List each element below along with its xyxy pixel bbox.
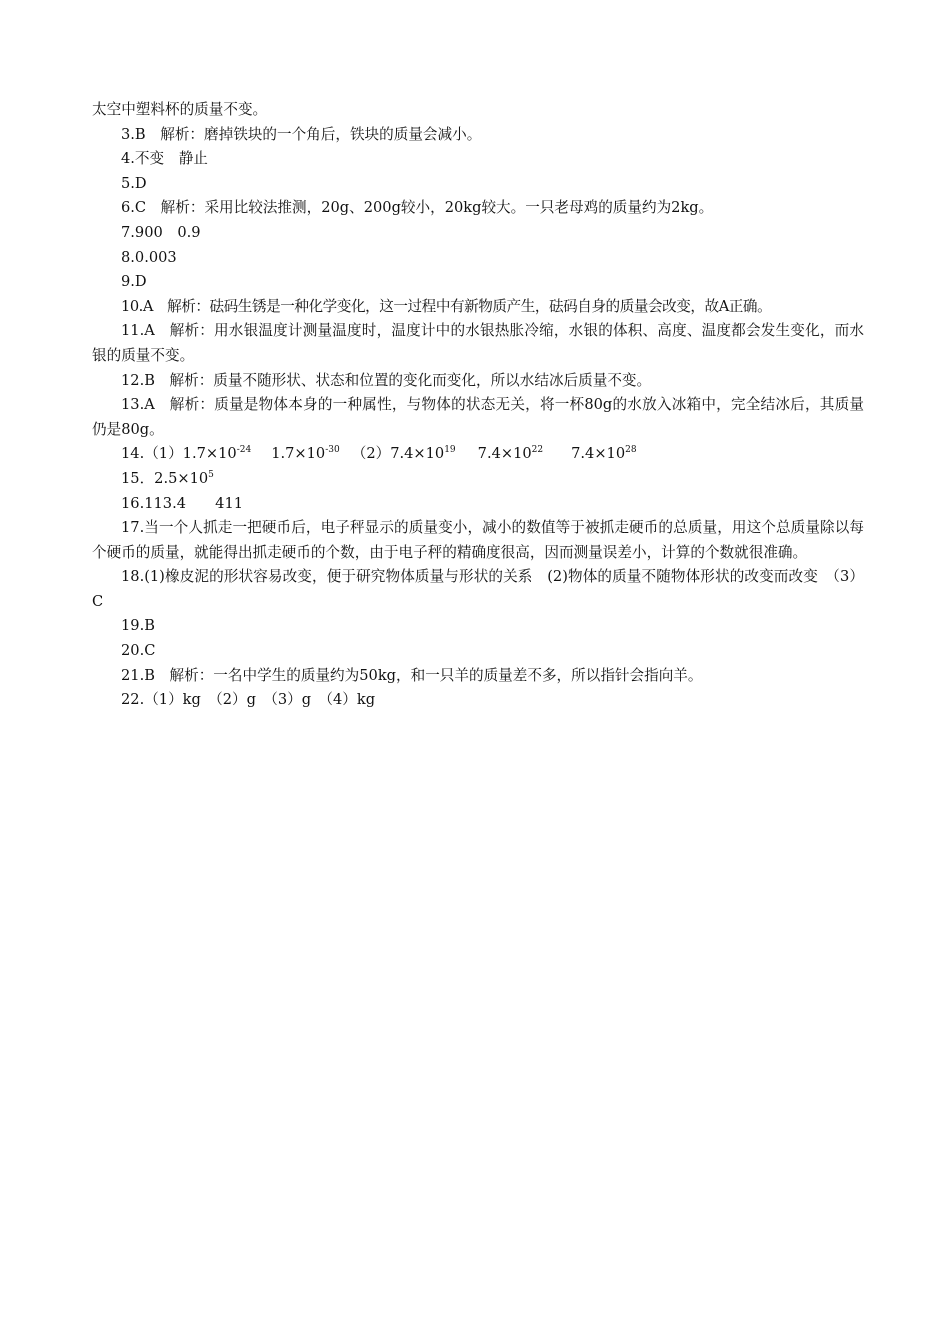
text-line: 太空中塑料杯的质量不变。 xyxy=(92,101,268,118)
answer-17: 17.当一个人抓走一把硬币后，电子秤显示的质量变小，减小的数值等于被抓走硬币的总质量，用这个总质量除以每个硬币的质量，就能得出抓走硬币的个数，由于电子秤的精确度很高，因而测量误差小，计算的个数就很准确。 xyxy=(92,519,864,561)
answer-text xyxy=(92,98,864,713)
answer-14-part-c: （2）7.4×10 xyxy=(351,445,445,463)
answer-16: 16.113.4 411 xyxy=(121,494,244,512)
answer-10: 10.A 解析：砝码生锈是一种化学变化，这一过程中有新物质产生，砝码自身的质量会改变，故A正确。 xyxy=(121,297,772,315)
answer-11: 11.A 解析：用水银温度计测量温度时，温度计中的水银热胀冷缩，水银的体积、高度、温度都会发生变化，而水银的质量不变。 xyxy=(92,322,864,364)
answer-12: 12.B 解析：质量不随形状、状态和位置的变化而变化，所以水结冰后质量不变。 xyxy=(121,371,652,389)
answer-14-part-b: 1.7×10 xyxy=(271,445,326,463)
answer-3: 3.B 解析：磨掉铁块的一个角后，铁块的质量会减小。 xyxy=(121,125,482,143)
answer-20: 20.C xyxy=(121,642,156,660)
answer-14-part-a: 14.（1）1.7×10 xyxy=(121,445,237,463)
answer-14-part-d: 7.4×10 xyxy=(477,445,532,463)
answer-18: 18.(1)橡皮泥的形状容易改变，便于研究物体质量与形状的关系 (2)物体的质量不随物体形状的改变而改变 （3）C xyxy=(92,568,864,610)
answer-19: 19.B xyxy=(121,617,155,635)
exponent: -24 xyxy=(236,445,252,456)
answer-4: 4.不变 静止 xyxy=(121,150,208,168)
answer-14 xyxy=(92,442,864,467)
answer-22: 22.（1）kg （2）g （3）g （4）kg xyxy=(121,691,376,709)
exponent: 19 xyxy=(444,445,456,456)
answer-6: 6.C 解析：采用比较法推测，20g、200g较小，20kg较大。一只老母鸡的质量约为2kg。 xyxy=(121,199,714,217)
exponent: 5 xyxy=(208,469,214,480)
answer-15 xyxy=(92,467,864,492)
answer-13: 13.A 解析：质量是物体本身的一种属性，与物体的状态无关，将一杯80g的水放入冰箱中，完全结冰后，其质量仍是80g。 xyxy=(92,396,864,438)
answer-7: 7.900 0.9 xyxy=(121,223,201,241)
exponent: -30 xyxy=(325,445,340,456)
answer-5: 5.D xyxy=(121,174,147,192)
answer-8: 8.0.003 xyxy=(121,248,177,266)
answer-14-part-e: 7.4×10 xyxy=(571,445,626,463)
answer-21: 21.B 解析：一名中学生的质量约为50kg，和一只羊的质量差不多，所以指针会指向羊。 xyxy=(121,666,703,684)
exponent: 28 xyxy=(625,445,637,456)
exponent: 22 xyxy=(531,445,544,456)
answer-9: 9.D xyxy=(121,273,147,291)
answer-15-value: 15．2.5×10 xyxy=(121,469,209,487)
